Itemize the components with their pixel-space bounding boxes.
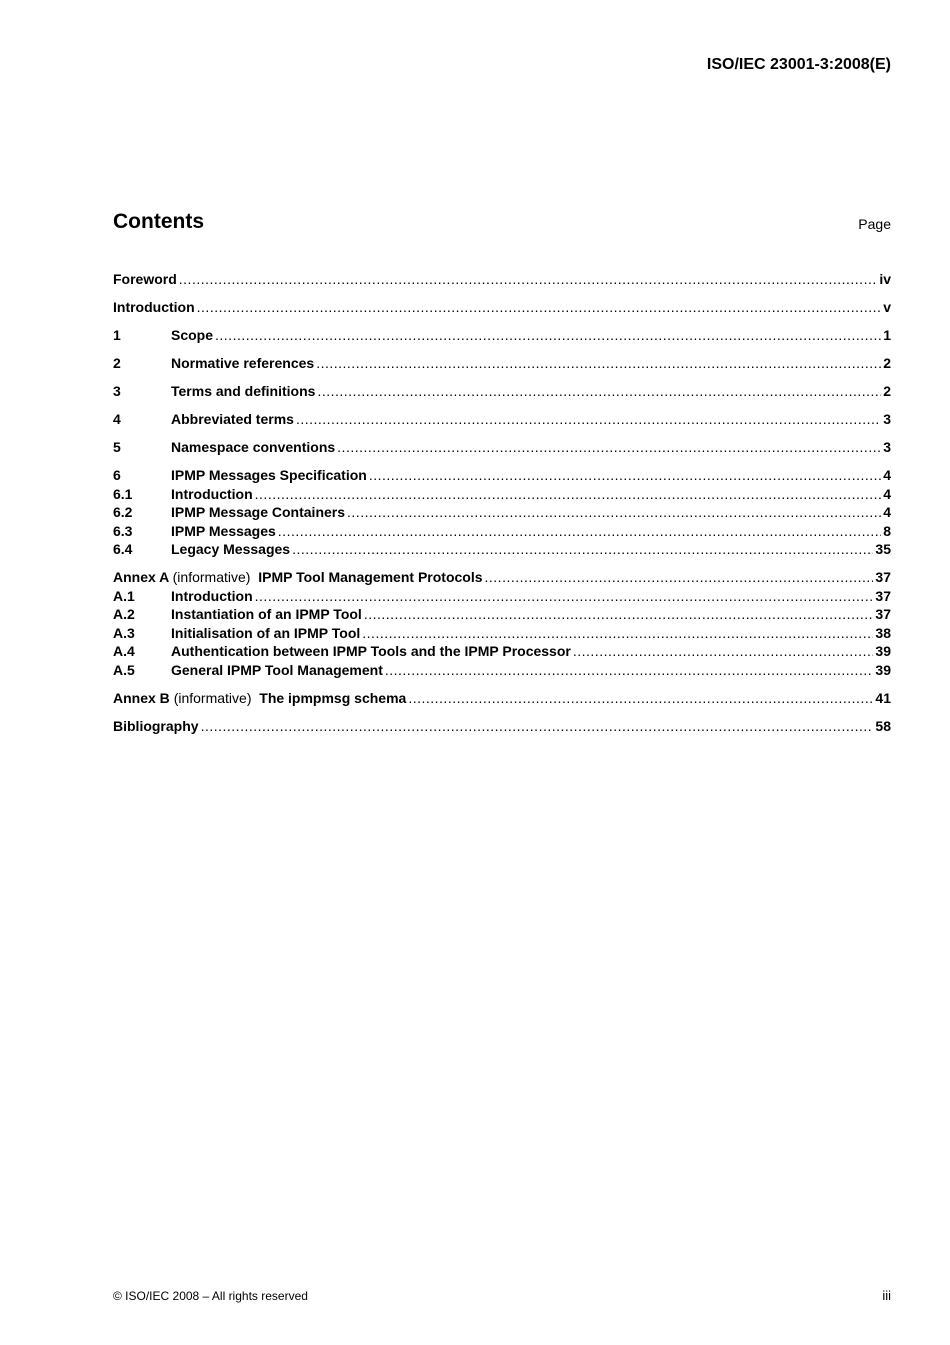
toc-entry[interactable] xyxy=(113,522,891,541)
annex-informative-label: (informative) xyxy=(173,689,252,706)
toc-entry-page: 39 xyxy=(875,661,891,678)
dot-leader xyxy=(255,485,882,504)
toc-entry-page: 3 xyxy=(883,411,891,427)
toc-entry[interactable] xyxy=(113,642,891,661)
toc-entry-page: 39 xyxy=(875,643,891,659)
toc-entry-page: 37 xyxy=(875,569,891,585)
toc-entry[interactable] xyxy=(113,717,891,736)
toc-entry-number: 6.1 xyxy=(113,485,133,502)
toc-entry-page: 4 xyxy=(883,485,891,502)
toc-entry-title: Terms and definitions xyxy=(171,383,316,399)
toc-entry[interactable] xyxy=(113,410,891,429)
dot-leader xyxy=(296,410,881,429)
toc-entry-title: Instantiation of an IPMP Tool xyxy=(171,606,362,622)
dot-leader xyxy=(364,605,874,624)
dot-leader xyxy=(215,326,881,345)
toc-entry-page: 4 xyxy=(883,467,891,483)
dot-leader xyxy=(485,568,874,587)
toc-entry-number: 1 xyxy=(113,327,121,343)
toc-entry-title: General IPMP Tool Management xyxy=(171,661,383,678)
dot-leader xyxy=(292,540,873,559)
toc-entry-page: v xyxy=(883,299,891,315)
table-of-contents xyxy=(113,270,891,735)
toc-entry-number: 6 xyxy=(113,467,121,483)
toc-entry-number: A.1 xyxy=(113,587,135,604)
toc-entry-page: iv xyxy=(879,271,891,287)
toc-entry[interactable] xyxy=(113,270,891,289)
toc-entry-title: Introduction xyxy=(113,299,195,315)
toc-entry[interactable] xyxy=(113,689,891,708)
toc-entry-number: 3 xyxy=(113,383,121,399)
toc-entry-title xyxy=(113,689,406,708)
dot-leader xyxy=(179,270,878,289)
document-id: ISO/IEC 23001-3:2008(E) xyxy=(706,56,891,73)
dot-leader xyxy=(362,624,873,643)
dot-leader xyxy=(197,298,882,317)
dot-leader xyxy=(278,522,881,541)
toc-entry-number: 6.3 xyxy=(113,522,133,539)
toc-entry-number: A.3 xyxy=(113,624,135,641)
annex-label: Annex B xyxy=(113,689,170,706)
toc-entry-number: A.5 xyxy=(113,661,135,678)
toc-entry[interactable] xyxy=(113,540,891,559)
toc-entry[interactable] xyxy=(113,466,891,485)
dot-leader xyxy=(255,587,874,606)
toc-entry-title: Foreword xyxy=(113,271,177,287)
toc-entry-page: 1 xyxy=(883,327,891,343)
dot-leader xyxy=(347,503,881,522)
dot-leader xyxy=(408,689,873,708)
toc-entry[interactable] xyxy=(113,605,891,624)
toc-entry-page: 3 xyxy=(883,439,891,455)
annex-title: The ipmpmsg schema xyxy=(259,689,407,706)
annex-title: IPMP Tool Management Protocols xyxy=(258,569,483,585)
toc-entry[interactable] xyxy=(113,503,891,522)
toc-entry[interactable] xyxy=(113,354,891,373)
toc-entry-page: 8 xyxy=(883,522,891,539)
toc-entry-title: Namespace conventions xyxy=(171,439,336,455)
dot-leader xyxy=(337,438,881,457)
toc-entry-page: 35 xyxy=(875,541,891,557)
toc-entry-title: Bibliography xyxy=(113,717,199,734)
toc-entry-number: 4 xyxy=(113,411,121,427)
toc-entry-number: 5 xyxy=(113,439,121,455)
toc-entry[interactable] xyxy=(113,568,891,587)
toc-entry-page: 4 xyxy=(883,504,891,520)
contents-title: Contents xyxy=(113,210,204,233)
toc-entry-number: A.2 xyxy=(113,606,135,622)
toc-entry[interactable] xyxy=(113,298,891,317)
toc-entry-page: 58 xyxy=(875,717,891,734)
toc-entry[interactable] xyxy=(113,485,891,504)
toc-entry[interactable] xyxy=(113,382,891,401)
toc-entry-title: Abbreviated terms xyxy=(171,411,294,427)
dot-leader xyxy=(201,717,874,736)
toc-entry-title: Legacy Messages xyxy=(171,541,291,557)
copyright-notice: © ISO/IEC 2008 – All rights reserved xyxy=(113,1289,308,1303)
toc-entry-title: IPMP Messages xyxy=(171,522,276,539)
toc-entry-title: IPMP Messages Specification xyxy=(171,467,367,483)
dot-leader xyxy=(385,661,874,680)
toc-entry[interactable] xyxy=(113,587,891,606)
toc-entry-page: 2 xyxy=(883,355,891,371)
toc-entry-page: 2 xyxy=(883,383,891,399)
toc-entry[interactable] xyxy=(113,438,891,457)
toc-entry-title: Initialisation of an IPMP Tool xyxy=(171,624,361,641)
toc-entry-title: IPMP Message Containers xyxy=(171,504,346,520)
dot-leader xyxy=(317,382,881,401)
toc-entry-title: Authentication between IPMP Tools and the IPMP Processor xyxy=(171,643,571,659)
page-column-label: Page xyxy=(858,216,891,232)
toc-entry-title xyxy=(113,568,483,587)
dot-leader xyxy=(369,466,881,485)
toc-entry[interactable] xyxy=(113,661,891,680)
toc-entry-title: Introduction xyxy=(171,485,253,502)
toc-entry-page: 37 xyxy=(875,587,891,604)
toc-entry-title: Normative references xyxy=(171,355,315,371)
page-number: iii xyxy=(882,1288,891,1303)
toc-entry-title: Scope xyxy=(171,327,214,343)
toc-entry-number: 2 xyxy=(113,355,121,371)
dot-leader xyxy=(573,642,874,661)
toc-entry[interactable] xyxy=(113,326,891,345)
dot-leader xyxy=(316,354,881,373)
toc-entry-number: A.4 xyxy=(113,643,135,659)
toc-entry-page: 38 xyxy=(875,624,891,641)
toc-entry-title: Introduction xyxy=(171,587,253,604)
toc-entry-page: 41 xyxy=(875,689,891,706)
toc-entry-page: 37 xyxy=(875,606,891,622)
toc-entry-number: 6.2 xyxy=(113,504,133,520)
annex-informative-label: (informative) xyxy=(172,569,251,585)
toc-entry[interactable] xyxy=(113,624,891,643)
toc-entry-number: 6.4 xyxy=(113,541,133,557)
annex-label: Annex A xyxy=(113,569,169,585)
